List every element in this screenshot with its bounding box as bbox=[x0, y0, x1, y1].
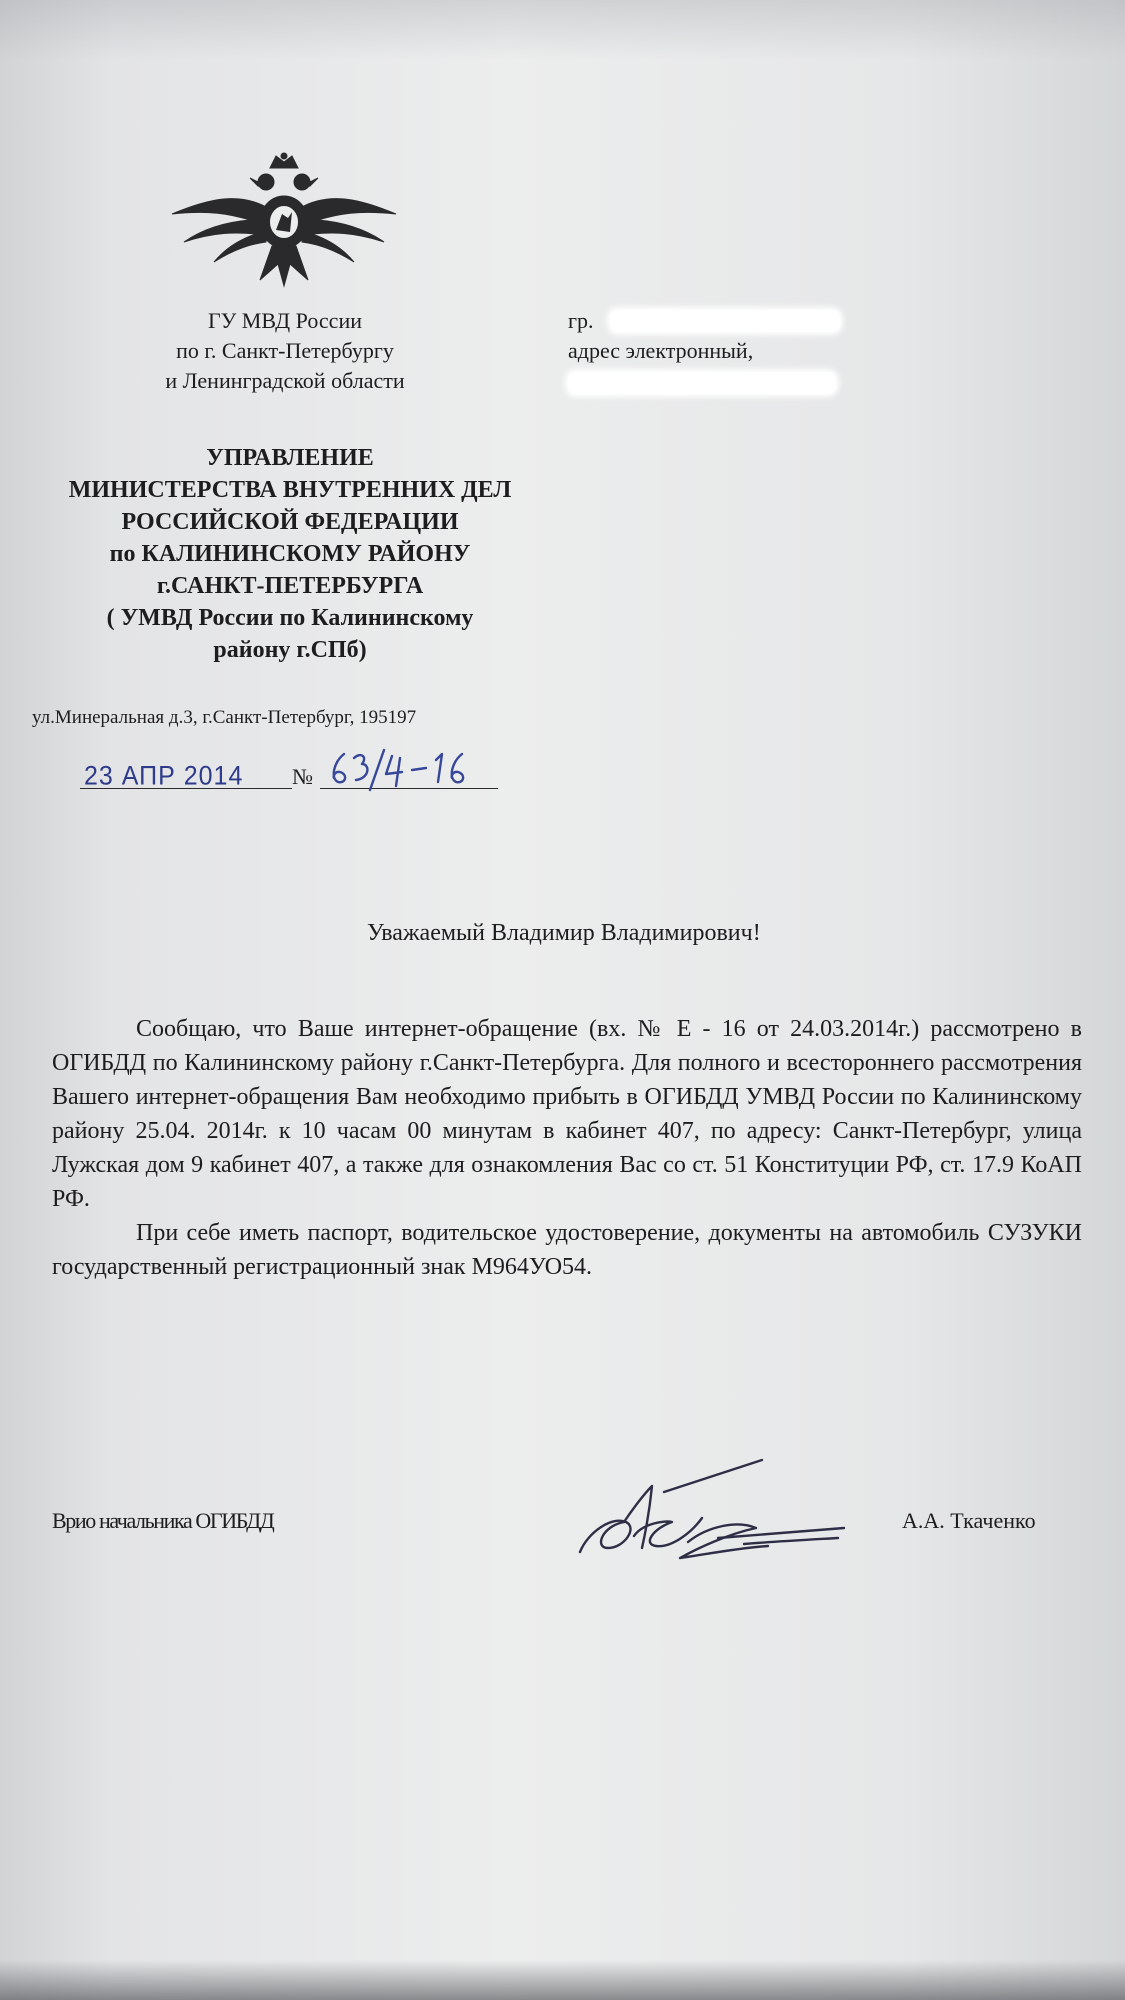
recipient-prefix: гр. bbox=[568, 308, 594, 333]
handwritten-number-icon bbox=[326, 744, 476, 794]
organization-line: ( УМВД России по Калининскому bbox=[106, 605, 474, 631]
organization-line: по КАЛИНИНСКОМУ РАЙОНУ bbox=[109, 541, 471, 567]
organization-line: району г.СПб) bbox=[213, 637, 367, 663]
organization-line: РОССИЙСКОЙ ФЕДЕРАЦИИ bbox=[121, 509, 459, 535]
signature-icon bbox=[568, 1452, 868, 1564]
eagle-emblem-icon bbox=[170, 152, 398, 290]
signatory-name: А.А. Ткаченко bbox=[902, 1508, 1036, 1533]
number-label: № bbox=[292, 764, 313, 789]
letter-body bbox=[52, 1012, 1082, 1284]
ministry-header-line: ГУ МВД России bbox=[207, 308, 362, 333]
paper-shadow-bottom bbox=[0, 1960, 1125, 2000]
organization-line: МИНИСТЕРСТВА ВНУТРЕННИХ ДЕЛ bbox=[68, 477, 512, 503]
ministry-header bbox=[80, 306, 490, 396]
organization-address: ул.Минеральная д.3, г.Санкт-Петербург, 195197 bbox=[32, 707, 417, 728]
paper-shadow-top bbox=[0, 0, 1125, 60]
date-underline bbox=[80, 788, 292, 789]
letter-paragraph: При себе иметь паспорт, водительское удостоверение, документы на автомобиль СУЗУКИ государственный регистрационный знак М964УО54. bbox=[52, 1220, 1082, 1280]
redaction-mark bbox=[610, 310, 840, 332]
letter-paragraph: Сообщаю, что Ваше интернет-обращение (вх. № Е - 16 от 24.03.2014г.) рассмотрено в ОГИБДД по Калининскому району г.Санкт-Петербурга. Для полного и всестороннего рассмотрения Вашего интернет-обращения Вам необходимо прибыть в ОГИБДД УМВД России по Калининскому району 25.04. 2014г. к 10 часам 00 минутам в кабинет 407, по адресу: Санкт-Петербург, улица Лужская дом 9 кабинет 407, а также для ознакомления Вас со ст. 51 Конституции РФ, ст. 17.9 КоАП РФ. bbox=[52, 1016, 1082, 1212]
ministry-header-line: по г. Санкт-Петербургу bbox=[176, 338, 394, 363]
recipient-name-line bbox=[568, 306, 868, 336]
organization-line: УПРАВЛЕНИЕ bbox=[206, 445, 374, 471]
recipient-block bbox=[568, 306, 868, 394]
date-stamp: 23 АПР 2014 bbox=[84, 760, 244, 792]
letter-greeting: Уважаемый Владимир Владимирович! bbox=[367, 920, 761, 946]
redaction-mark bbox=[568, 372, 836, 394]
registration-line bbox=[60, 758, 500, 798]
organization-line: г.САНКТ-ПЕТЕРБУРГА bbox=[156, 573, 424, 599]
recipient-email-label: адрес электронный, bbox=[568, 338, 754, 363]
organization-block bbox=[20, 442, 560, 666]
signatory-position: Врио начальника ОГИБДД bbox=[52, 1508, 274, 1533]
ministry-header-line: и Ленинградской области bbox=[165, 368, 405, 393]
